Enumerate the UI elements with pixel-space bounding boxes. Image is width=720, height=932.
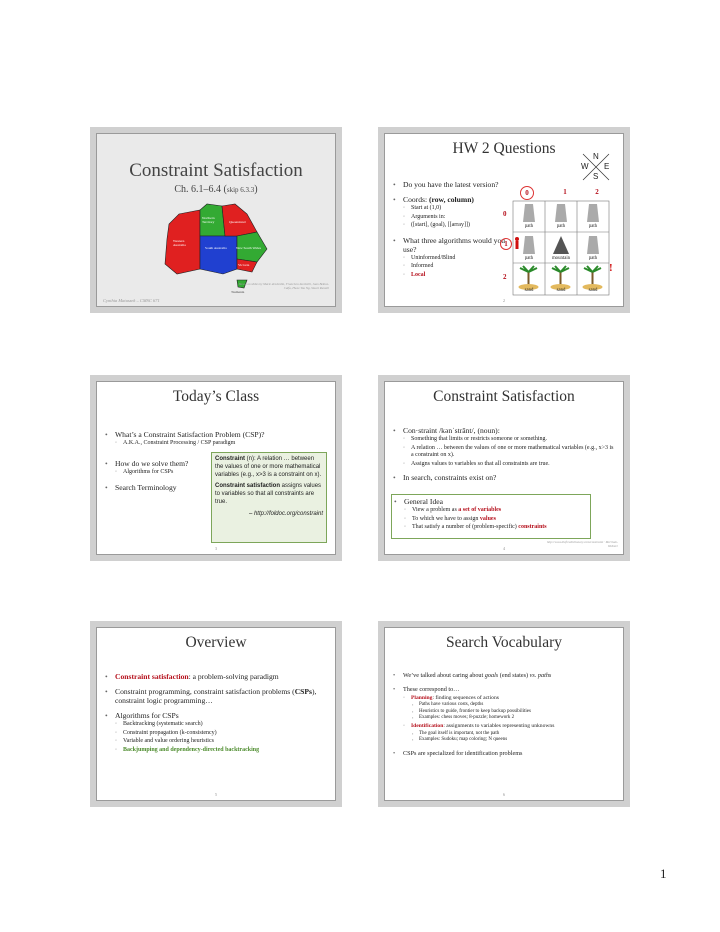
sub-sub-bullet: ▪ Examples: chess moves; 8-puzzle; homework 2	[393, 715, 619, 722]
sub-bullet: ◦ Start at (1,0)	[393, 205, 511, 213]
bullet: • What three algorithms would you use?	[393, 236, 511, 254]
sub-bullet: ◦ Algorithms for CSPs	[105, 469, 205, 477]
bullet: • These correspond to…	[393, 686, 619, 694]
cell-label: path	[524, 224, 534, 229]
bullet: • How do we solve them?	[105, 459, 205, 468]
cell-label: sand	[524, 288, 534, 293]
sub-bullet: ◦ Uninformed/Blind	[393, 255, 511, 263]
exclaim-icon: !	[609, 262, 613, 274]
mountain-icon	[553, 236, 569, 254]
slide4-credit: http://www.thefreedictionary.com/constraint · Merriam-Webster	[546, 540, 618, 548]
sub-bullet: ◦ ([start], (goal), [[array]])	[393, 222, 511, 230]
sub-sub-bullet: ▪ Paths have various costs, depths	[393, 702, 619, 709]
slide1-credit: Based on slides by Marie desJardin, Francisco Iacobelli, Juan Bekios-Calfa, Hwee Tou Ng, Stuart Russell	[238, 282, 329, 290]
slide-5	[96, 627, 336, 801]
slide-page-number: 5	[214, 792, 218, 797]
slide3-bullets	[105, 426, 327, 448]
palm-tree-icon	[551, 266, 571, 290]
palm-tree-icon	[519, 266, 539, 290]
hw-grid	[503, 184, 621, 299]
sub-bullet: ◦ Something that limits or restricts someone or something.	[393, 436, 617, 444]
sub-bullet: ◦ View a problem as a set of variables	[394, 507, 590, 515]
slide1-title: Constraint Satisfaction	[129, 160, 303, 181]
bullet: • Con·straint /kənˈstrānt/, (noun):	[393, 426, 617, 435]
sub-bullet: ◦ To which we have to assign values	[394, 516, 590, 524]
bullet: • We’ve talked about caring about goals (end states) vs. paths	[393, 672, 619, 680]
cell-label: path	[588, 224, 598, 229]
slide-page-number: 3	[214, 546, 218, 551]
slide4-bullets	[393, 422, 617, 482]
sub-bullet: ◦ Constraint propagation (k-consistency)	[105, 730, 327, 738]
col-header: 2	[595, 188, 599, 196]
map-label-tas: Tasmania	[231, 290, 245, 294]
map-label-nt: Northern Territory	[202, 216, 215, 224]
slide-page-number: 4	[502, 546, 506, 551]
sub-bullet: ◦ Variable and value ordering heuristics	[105, 738, 327, 746]
slide3-bullets-left	[105, 455, 205, 492]
definition-box: Constraint (n): A relation … between the values of one or more mathematical variables (e.g., x>3 is a constraint on x). Constraint satisfaction assigns values to variables so that all constraints are true. – http://foldoc.org/constraint	[211, 452, 327, 543]
bullet: • Coords: (row, column)	[393, 195, 511, 204]
cell-label: path	[588, 256, 598, 261]
bullet: • Constraint programming, constraint satisfaction problems (CSPs), constraint logic programming…	[105, 687, 327, 705]
col-header: 1	[563, 188, 567, 196]
sub-bullet: ◦ That satisfy a number of (problem-specific) constraints	[394, 524, 590, 532]
sub-sub-bullet: ▪ Examples: Sudoku; map coloring; N queens	[393, 737, 619, 744]
col-header: 0	[520, 186, 534, 200]
road-icon	[523, 236, 535, 254]
page-number: 1	[660, 866, 667, 881]
map-sa	[200, 236, 237, 274]
cell-label: path	[556, 224, 566, 229]
row-header: 2	[503, 273, 507, 281]
sub-bullet: ◦ Local	[393, 272, 511, 280]
sub-sub-bullet: ▪ The goal itself is important, not the path	[393, 731, 619, 738]
road-icon	[587, 204, 599, 222]
box-source: – http://foldoc.org/constraint	[248, 511, 323, 518]
slide6-bullets	[393, 668, 619, 758]
slide5-bullets	[105, 668, 327, 754]
sub-bullet: ◦ Backjumping and dependency-directed backtracking	[105, 747, 327, 755]
sub-sub-bullet: ▪ Heuristics to guide, frontier to keep backup possibilities	[393, 709, 619, 716]
map-label-qld: Queensland	[229, 220, 246, 224]
cell-label: sand	[588, 288, 598, 293]
cell-label: sand	[556, 288, 566, 293]
bullet: • CSPs are specialized for identification problems	[393, 750, 619, 758]
sub-bullet: ◦ A.K.A., Constraint Processing / CSP paradigm	[105, 440, 327, 448]
person-icon	[515, 237, 519, 249]
road-icon	[523, 204, 535, 222]
road-icon	[587, 236, 599, 254]
sub-bullet: ◦ Arguments in:	[393, 214, 511, 222]
row-header: 0	[503, 210, 507, 218]
sub-bullet: ◦ A relation … between the values of one or more mathematical variables (e.g., x>3 is a constraint on x).	[393, 445, 617, 460]
slide6-title: Search Vocabulary	[445, 634, 563, 651]
sub-bullet: ◦ Planning: finding sequences of actions	[393, 695, 619, 703]
bullet: • What’s a Constraint Satisfaction Problem (CSP)?	[105, 430, 327, 439]
slide-4	[384, 381, 624, 555]
map-label-wa: Western Australia	[173, 239, 186, 247]
sub-bullet: ◦ Informed	[393, 263, 511, 271]
map-label-sa: South Australia	[205, 246, 227, 250]
bullet: • Constraint satisfaction: a problem-solving paradigm	[105, 672, 327, 681]
bullet: • In search, constraints exist on?	[393, 473, 617, 482]
sub-bullet: ◦ Assigns values to variables so that all constraints are true.	[393, 461, 617, 469]
bullet: • Algorithms for CSPs	[105, 711, 327, 720]
slide-2	[384, 133, 624, 307]
cell-label: path	[524, 256, 534, 261]
slide5-title: Overview	[185, 634, 247, 651]
slide1-footer: Cynthia Matuszek – CMSC 671	[103, 298, 160, 303]
slide-6	[384, 627, 624, 801]
bullet: • General Idea	[394, 497, 590, 506]
slide3-title: Today’s Class	[172, 388, 260, 405]
cell-label: mountain	[551, 256, 571, 261]
slide-3	[96, 381, 336, 555]
slide-page-number: 2	[502, 298, 506, 303]
slide2-title: HW 2 Questions	[452, 140, 556, 157]
bullet: • Do you have the latest version?	[393, 180, 511, 189]
palm-tree-icon	[583, 266, 603, 290]
grid-lines	[503, 184, 621, 299]
map-label-vic: Victoria	[238, 263, 250, 267]
bullet: • Search Terminology	[105, 483, 205, 492]
slide2-bullets	[393, 176, 511, 280]
sub-bullet: ◦ Identification: assignments to variables representing unknowns	[393, 723, 619, 731]
slide1-subtitle: Ch. 6.1–6.4 (skip 6.3.3)	[174, 184, 258, 195]
map-label-nsw: New South Wales	[236, 246, 261, 250]
compass: N W E S	[581, 152, 610, 181]
row-header: 1	[500, 238, 512, 250]
slide-page-number: 6	[502, 792, 506, 797]
slide4-title: Constraint Satisfaction	[433, 388, 575, 405]
general-idea-box	[391, 494, 591, 539]
sub-bullet: ◦ Backtracking (systematic search)	[105, 721, 327, 729]
road-icon	[555, 204, 567, 222]
slide-1	[96, 133, 336, 307]
